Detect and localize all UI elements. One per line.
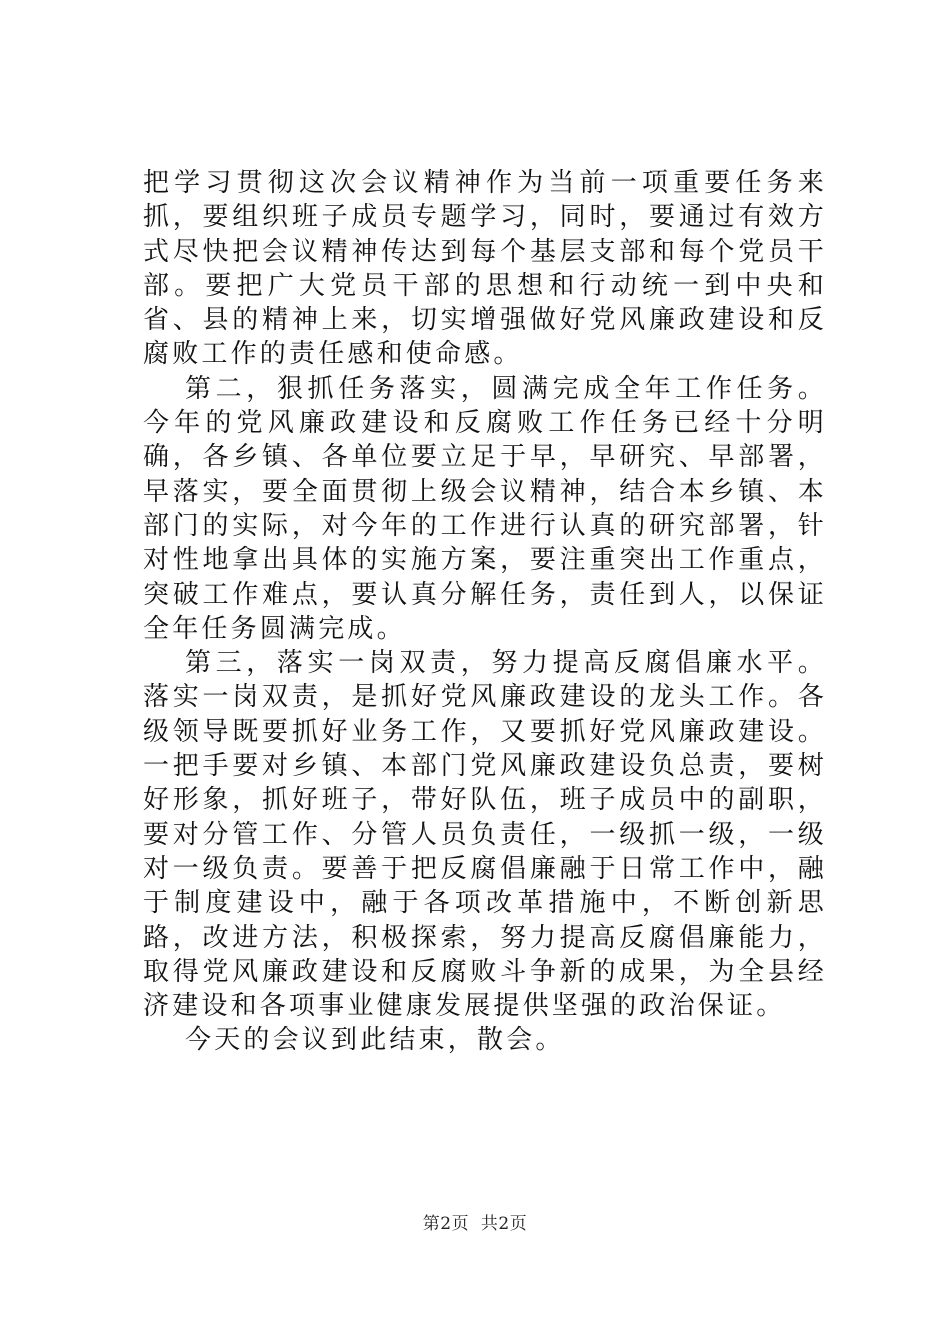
document-body (143, 166, 827, 1058)
page-footer (0, 1212, 950, 1236)
paragraph-point-three: 第三，落实一岗双责，努力提高反腐倡廉水平。落实一岗双责，是抓好党风廉政建设的龙头工作。各级领导既要抓好业务工作，又要抓好党风廉政建设。一把手要对乡镇、本部门党风廉政建设负总责，要树好形象，抓好班子，带好队伍，班子成员中的副职，要对分管工作、分管人员负责任，一级抓一级，一级对一级负责。要善于把反腐倡廉融于日常工作中，融于制度建设中，融于各项改革措施中，不断创新思路，改进方法，积极探索，努力提高反腐倡廉能力，取得党风廉政建设和反腐败斗争新的成果，为全县经济建设和各项事业健康发展提供坚强的政治保证。 (143, 648, 827, 1022)
paragraph-closing: 今天的会议到此结束，散会。 (185, 1025, 565, 1056)
paragraph-point-two: 第二，狠抓任务落实，圆满完成全年工作任务。今年的党风廉政建设和反腐败工作任务已经十分明确，各乡镇、各单位要立足于早，早研究、早部署，早落实，要全面贯彻上级会议精神，结合本乡镇、本部门的实际，对今年的工作进行认真的研究部署，针对性地拿出具体的实施方案，要注重突出工作重点，突破工作难点，要认真分解任务，责任到人，以保证全年任务圆满完成。 (143, 373, 827, 644)
paragraph-intro-continued: 把学习贯彻这次会议精神作为当前一项重要任务来抓，要组织班子成员专题学习，同时，要通过有效方式尽快把会议精神传达到每个基层支部和每个党员干部。要把广大党员干部的思想和行动统一到中央和省、县的精神上来，切实增强做好党风廉政建设和反腐败工作的责任感和使命感。 (143, 168, 827, 370)
page-number-label: 第2页 共2页 (422, 1214, 528, 1234)
